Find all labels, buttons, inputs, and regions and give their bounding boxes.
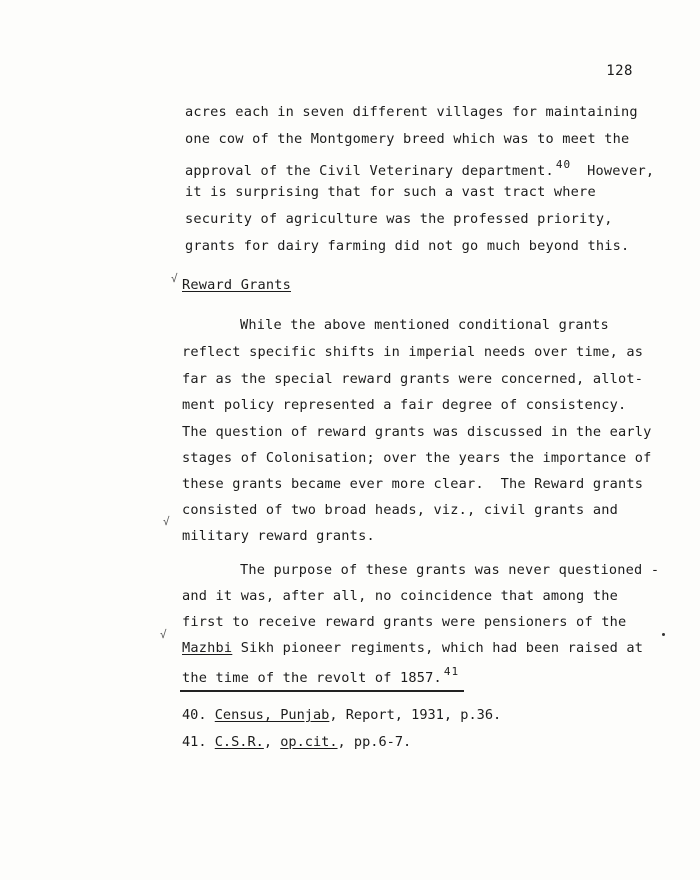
footnote-number: 40. — [182, 707, 207, 723]
text-line: far as the special reward grants were concerned, allot- — [182, 371, 644, 387]
citation-detail: , pp.6-7. — [337, 734, 412, 750]
citation-title: Census, Punjab — [214, 707, 330, 723]
text-line: it is surprising that for such a vast tract where — [185, 184, 596, 200]
section-heading: Reward Grants — [182, 277, 291, 293]
citation-detail: , Report, 1931, p.36. — [329, 707, 502, 723]
text-line: ment policy represented a fair degree of consistency. — [182, 397, 627, 413]
footnote-rule — [180, 690, 464, 692]
footnote-ref-41: 41 — [443, 665, 460, 678]
text-span: , — [263, 734, 281, 750]
footnote-40 — [182, 707, 501, 723]
text-span: approval of the Civil Veterinary department. — [185, 163, 554, 179]
citation-title: op.cit. — [280, 734, 338, 750]
citation-title: C.S.R. — [214, 734, 264, 750]
footnote-ref-40: 40 — [555, 158, 572, 171]
margin-tick-mark: √ — [160, 628, 167, 641]
margin-tick-mark: √ — [163, 515, 170, 528]
text-line: first to receive reward grants were pensioners of the — [182, 614, 627, 630]
text-line: reflect specific shifts in imperial needs over time, as — [182, 344, 644, 360]
text-line: security of agriculture was the professed priority, — [185, 211, 613, 227]
text-line: acres each in seven different villages for maintaining — [185, 104, 638, 120]
text-line: The purpose of these grants was never questioned - — [240, 562, 660, 578]
text-line — [182, 665, 459, 686]
page-number: 128 — [606, 63, 633, 79]
text-line: and it was, after all, no coincidence that among the — [182, 588, 618, 604]
text-line: military reward grants. — [182, 528, 375, 544]
text-line: grants for dairy farming did not go much beyond this. — [185, 238, 630, 254]
text-line: consisted of two broad heads, viz., civil grants and — [182, 502, 618, 518]
text-line: stages of Colonisation; over the years the importance of — [182, 450, 652, 466]
text-line — [185, 158, 654, 179]
text-line — [182, 640, 643, 656]
text-line: The question of reward grants was discussed in the early — [182, 424, 652, 440]
text-line: one cow of the Montgomery breed which was to meet the — [185, 131, 630, 147]
margin-tick-mark: √ — [171, 272, 178, 285]
footnote-41 — [182, 734, 411, 750]
text-line: While the above mentioned conditional grants — [240, 317, 609, 333]
footnote-number: 41. — [182, 734, 207, 750]
text-span: the time of the revolt of 1857. — [182, 670, 442, 686]
text-span: Sikh pioneer regiments, which had been raised at — [232, 640, 644, 656]
text-line: these grants became ever more clear. The Reward grants — [182, 476, 644, 492]
underlined-term: Mazhbi — [182, 640, 233, 656]
margin-dot — [662, 633, 665, 636]
text-span: However, — [587, 163, 655, 179]
